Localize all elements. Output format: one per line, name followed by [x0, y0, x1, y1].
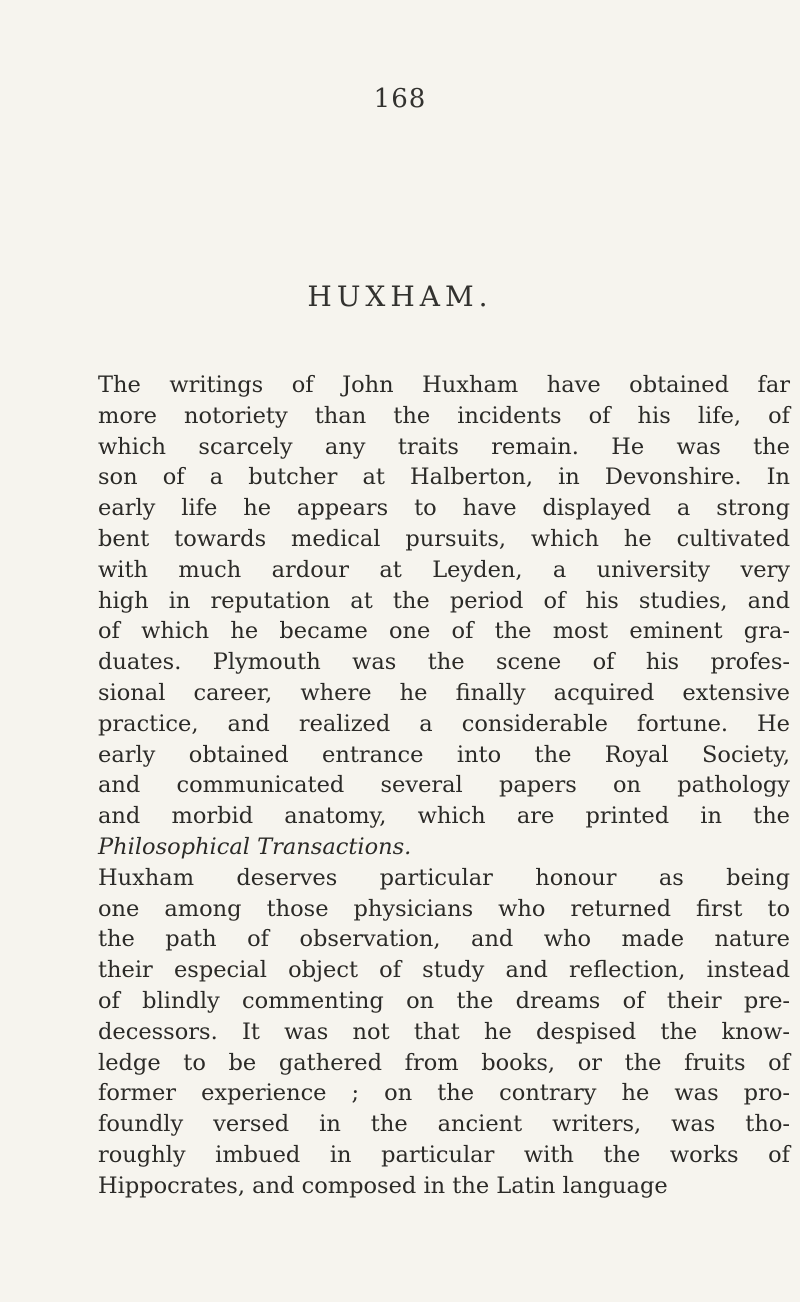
- text-line: Huxham deserves particular honour as being: [98, 864, 790, 891]
- text-line: decessors. It was not that he despised the know-: [98, 1018, 790, 1045]
- text-line: with much ardour at Leyden, a university very: [98, 556, 790, 583]
- text-line: bent towards medical pursuits, which he cultivated: [98, 525, 790, 552]
- text-line: their especial object of study and reflection, instead: [98, 957, 790, 984]
- text-line: roughly imbued in particular with the works of: [98, 1141, 790, 1168]
- text-line: practice, and realized a considerable fortune. He: [98, 710, 790, 737]
- text-line: early life he appears to have displayed a strong: [98, 495, 790, 522]
- text-line: and communicated several papers on pathology: [98, 772, 790, 799]
- text-line: foundly versed in the ancient writers, was tho-: [98, 1111, 790, 1138]
- text-line: son of a butcher at Halberton, in Devonshire. In: [98, 464, 790, 491]
- text-line: one among those physicians who returned first to: [98, 895, 790, 922]
- chapter-title: HUXHAM.: [307, 280, 493, 313]
- text-line: more notoriety than the incidents of his life, of: [98, 402, 790, 429]
- text-line: of blindly commenting on the dreams of their pre-: [98, 987, 790, 1014]
- text-line: the path of observation, and who made nature: [98, 926, 790, 953]
- text-line: sional career, where he finally acquired extensive: [98, 679, 790, 706]
- text-line: former experience ; on the contrary he was pro-: [98, 1080, 790, 1107]
- text-line: ledge to be gathered from books, or the fruits of: [98, 1049, 790, 1076]
- page-number: 168: [373, 84, 427, 114]
- text-line: duates. Plymouth was the scene of his profes-: [98, 649, 790, 676]
- text-line: of which he became one of the most eminent gra-: [98, 618, 790, 645]
- text-line: and morbid anatomy, which are printed in the: [98, 803, 790, 830]
- text-line: high in reputation at the period of his studies, and: [98, 587, 790, 614]
- text-line: Hippocrates, and composed in the Latin language: [98, 1172, 668, 1199]
- text-line-italic: Philosophical Transactions.: [98, 833, 412, 860]
- body-text: [98, 370, 790, 1202]
- text-line: which scarcely any traits remain. He was the: [98, 433, 790, 460]
- text-line: The writings of John Huxham have obtained far: [98, 372, 790, 398]
- text-line: early obtained entrance into the Royal Society,: [98, 741, 790, 768]
